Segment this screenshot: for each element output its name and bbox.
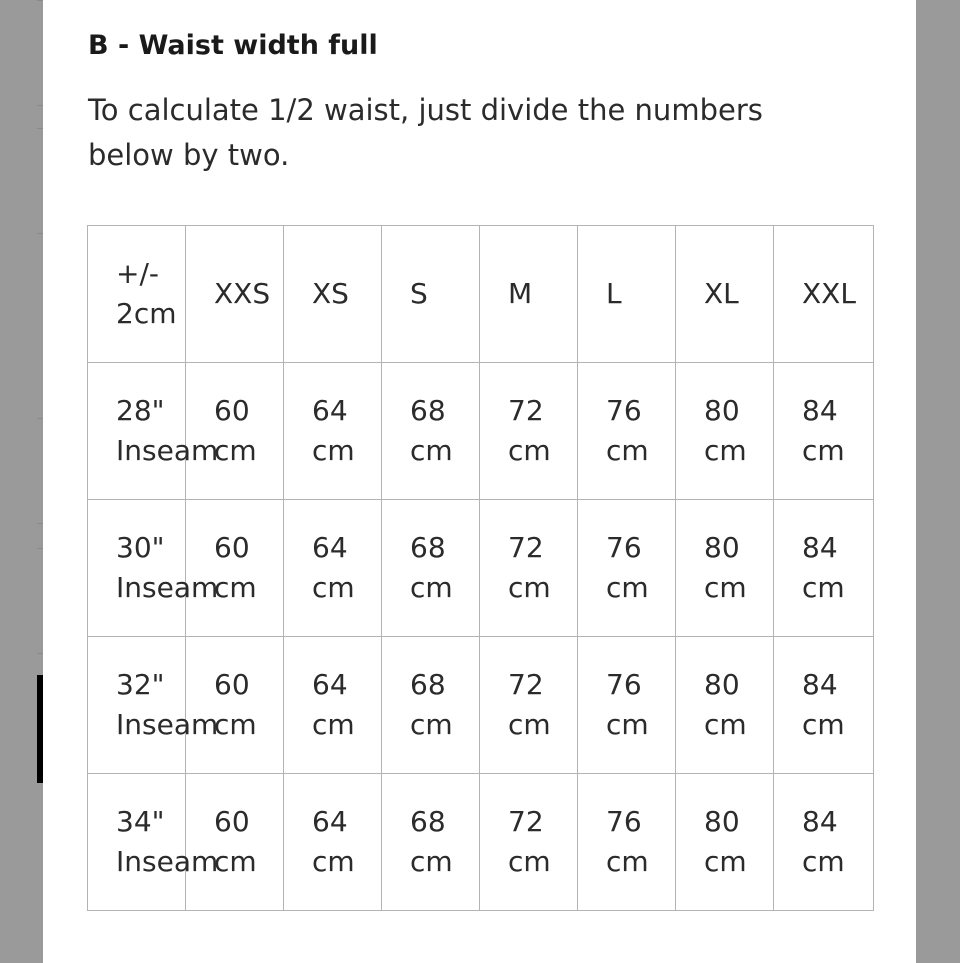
inseam-text: Inseam	[116, 571, 219, 604]
waist-value-cell	[676, 637, 774, 774]
size-table	[87, 225, 874, 911]
waist-value-cell	[480, 363, 578, 500]
waist-value-cell	[578, 500, 676, 637]
waist-unit: cm	[214, 434, 257, 467]
waist-value-cell	[480, 774, 578, 911]
inseam-length: 32"	[116, 668, 165, 701]
waist-value-cell	[284, 774, 382, 911]
waist-value: 68	[410, 668, 446, 701]
waist-value: 64	[312, 668, 348, 701]
size-guide-sheet	[43, 0, 916, 963]
waist-value: 80	[704, 531, 740, 564]
waist-unit: cm	[214, 845, 257, 878]
inseam-label-cell	[88, 774, 219, 911]
waist-value-cell	[382, 774, 480, 911]
waist-value-cell	[284, 637, 382, 774]
waist-value: 84	[802, 668, 838, 701]
waist-value: 60	[214, 531, 250, 564]
waist-value-cell	[578, 637, 676, 774]
waist-value: 76	[606, 805, 642, 838]
waist-unit: cm	[802, 845, 845, 878]
inseam-label-cell	[88, 637, 219, 774]
inseam-label-cell	[88, 363, 219, 500]
waist-value-cell	[774, 363, 874, 500]
tolerance-sign: +/-	[116, 257, 159, 290]
waist-value: 80	[704, 668, 740, 701]
inseam-length: 34"	[116, 805, 165, 838]
waist-value-cell	[578, 363, 676, 500]
section-heading: B - Waist width full	[88, 30, 378, 61]
waist-value: 60	[214, 668, 250, 701]
waist-unit: cm	[214, 708, 257, 741]
waist-value: 72	[508, 531, 544, 564]
waist-value-cell	[186, 500, 284, 637]
waist-value: 76	[606, 394, 642, 427]
waist-value-cell	[676, 500, 774, 637]
waist-unit: cm	[214, 571, 257, 604]
table-header-row	[88, 226, 874, 363]
waist-unit: cm	[802, 434, 845, 467]
waist-value: 84	[802, 531, 838, 564]
waist-unit: cm	[704, 708, 747, 741]
waist-unit: cm	[606, 845, 649, 878]
waist-value-cell	[480, 637, 578, 774]
waist-unit: cm	[704, 434, 747, 467]
inseam-length: 28"	[116, 394, 165, 427]
table-row	[88, 637, 874, 774]
waist-value: 68	[410, 394, 446, 427]
waist-value: 60	[214, 805, 250, 838]
size-header-m: M	[480, 226, 578, 363]
waist-unit: cm	[508, 434, 551, 467]
waist-unit: cm	[312, 434, 355, 467]
waist-unit: cm	[704, 845, 747, 878]
waist-value: 64	[312, 394, 348, 427]
waist-value: 64	[312, 805, 348, 838]
waist-value-cell	[578, 774, 676, 911]
waist-unit: cm	[312, 708, 355, 741]
waist-value-cell	[382, 500, 480, 637]
waist-value: 80	[704, 394, 740, 427]
size-header-l: L	[578, 226, 676, 363]
inseam-label-cell	[88, 500, 219, 637]
waist-unit: cm	[410, 434, 453, 467]
waist-value-cell	[382, 637, 480, 774]
waist-unit: cm	[508, 845, 551, 878]
waist-unit: cm	[508, 571, 551, 604]
waist-value-cell	[382, 363, 480, 500]
waist-value-cell	[186, 774, 284, 911]
size-header-s: S	[382, 226, 480, 363]
size-header-xl: XL	[676, 226, 774, 363]
waist-unit: cm	[410, 708, 453, 741]
waist-unit: cm	[312, 845, 355, 878]
waist-unit: cm	[606, 708, 649, 741]
waist-value: 76	[606, 531, 642, 564]
waist-value-cell	[186, 363, 284, 500]
waist-value: 72	[508, 394, 544, 427]
waist-value: 68	[410, 531, 446, 564]
waist-value: 72	[508, 805, 544, 838]
waist-unit: cm	[606, 434, 649, 467]
table-row	[88, 363, 874, 500]
inseam-text: Inseam	[116, 708, 219, 741]
waist-value: 76	[606, 668, 642, 701]
waist-value-cell	[774, 774, 874, 911]
size-header-xxl: XXL	[774, 226, 874, 363]
waist-value: 60	[214, 394, 250, 427]
inseam-length: 30"	[116, 531, 165, 564]
table-row	[88, 774, 874, 911]
waist-value-cell	[480, 500, 578, 637]
section-description: To calculate 1/2 waist, just divide the numbers below by two.	[88, 93, 763, 172]
waist-unit: cm	[508, 708, 551, 741]
waist-value: 68	[410, 805, 446, 838]
waist-value: 84	[802, 805, 838, 838]
waist-value-cell	[676, 363, 774, 500]
waist-unit: cm	[606, 571, 649, 604]
table-row	[88, 500, 874, 637]
waist-unit: cm	[312, 571, 355, 604]
waist-value-cell	[774, 637, 874, 774]
waist-value: 80	[704, 805, 740, 838]
waist-value-cell	[774, 500, 874, 637]
inseam-text: Inseam	[116, 845, 219, 878]
waist-value: 84	[802, 394, 838, 427]
waist-value-cell	[284, 363, 382, 500]
size-header-xs: XS	[284, 226, 382, 363]
waist-unit: cm	[802, 708, 845, 741]
waist-unit: cm	[410, 845, 453, 878]
waist-unit: cm	[704, 571, 747, 604]
waist-unit: cm	[802, 571, 845, 604]
waist-unit: cm	[410, 571, 453, 604]
size-header-xxs: XXS	[186, 226, 284, 363]
waist-value: 64	[312, 531, 348, 564]
tolerance-value: 2cm	[116, 297, 177, 330]
waist-value-cell	[284, 500, 382, 637]
waist-value: 72	[508, 668, 544, 701]
waist-value-cell	[676, 774, 774, 911]
waist-value-cell	[186, 637, 284, 774]
tolerance-cell	[88, 226, 186, 363]
inseam-text: Inseam	[116, 434, 219, 467]
